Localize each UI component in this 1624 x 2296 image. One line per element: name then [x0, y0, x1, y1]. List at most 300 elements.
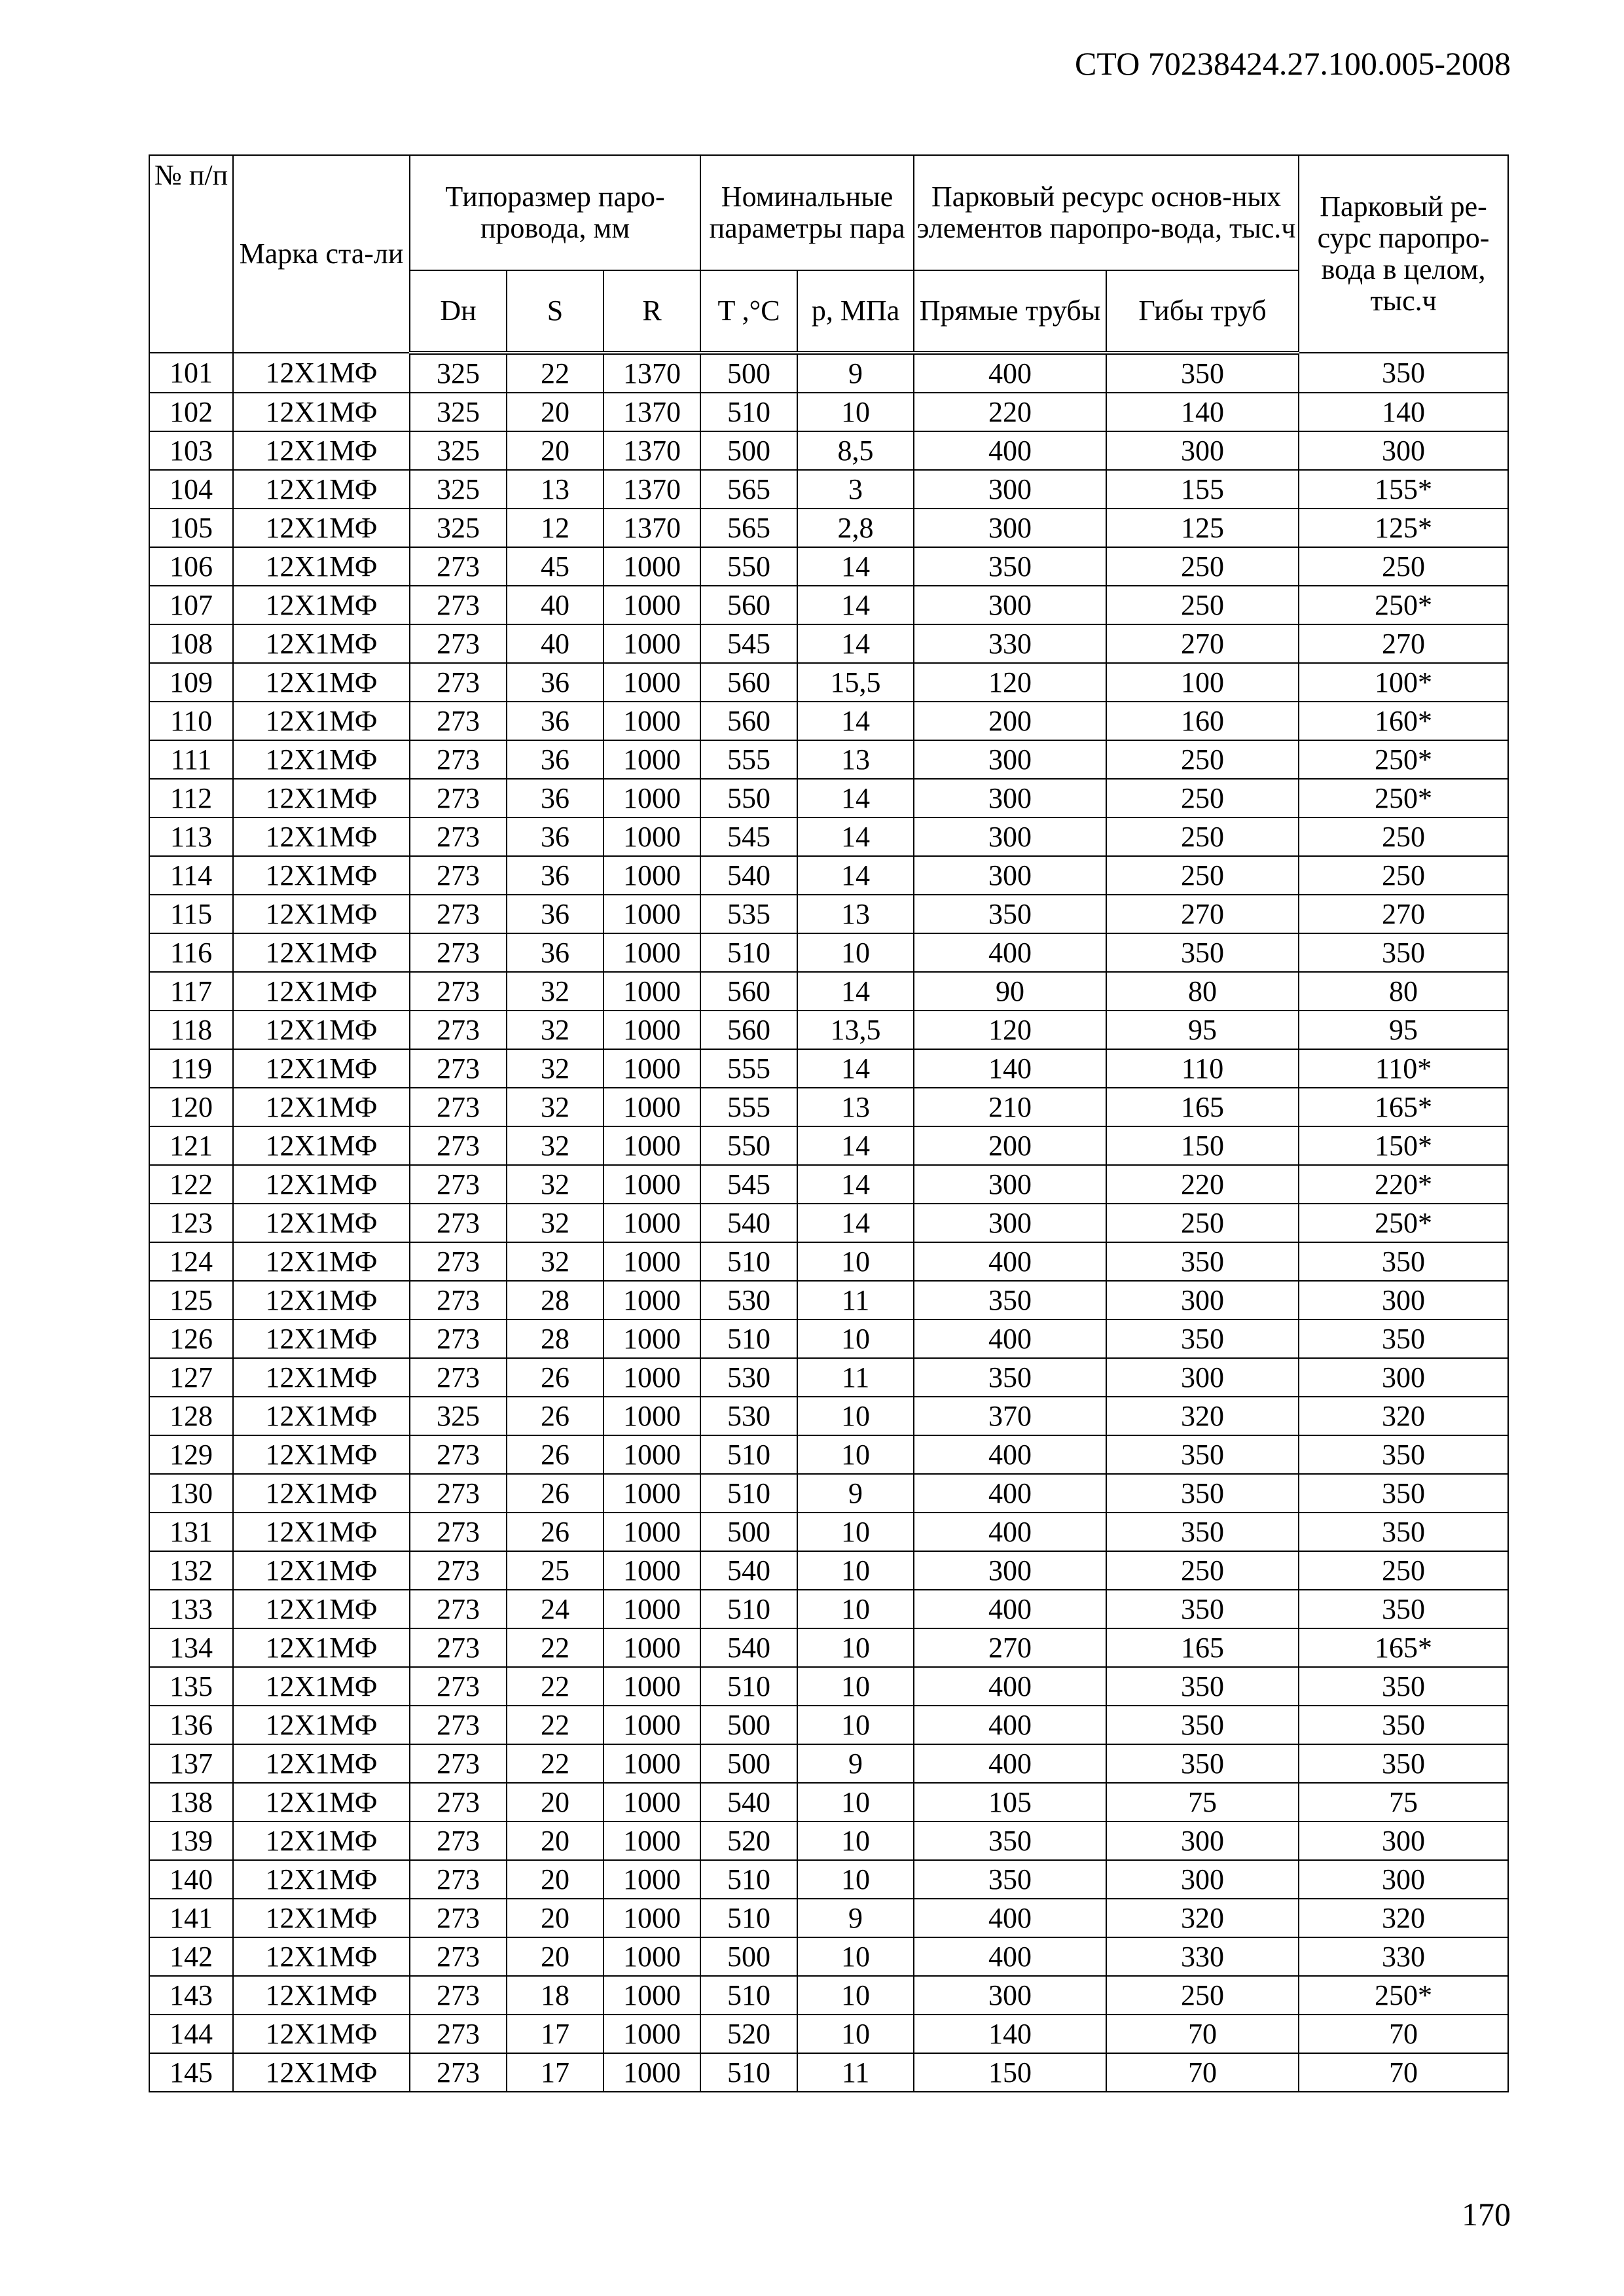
pipe-bends-resource-cell: 125	[1106, 509, 1299, 547]
temperature-cell: 555	[700, 1049, 797, 1088]
wall-thickness-cell: 32	[507, 1088, 604, 1126]
total-resource-cell: 250*	[1299, 1976, 1508, 2015]
pressure-cell: 14	[797, 1204, 914, 1242]
row-number-cell: 113	[149, 817, 233, 856]
table-body	[149, 353, 1508, 2092]
total-resource-cell: 300	[1299, 1860, 1508, 1899]
steel-grade-cell: 12Х1МФ	[233, 1319, 410, 1358]
straight-pipes-resource-cell: 350	[914, 1281, 1106, 1319]
temperature-cell: 520	[700, 1821, 797, 1860]
wall-thickness-cell: 32	[507, 1049, 604, 1088]
pressure-cell: 15,5	[797, 663, 914, 702]
outer-diameter-cell: 273	[410, 856, 507, 895]
steel-grade-cell: 12Х1МФ	[233, 1937, 410, 1976]
table-row	[149, 1937, 1508, 1976]
pressure-cell: 2,8	[797, 509, 914, 547]
straight-pipes-resource-cell: 140	[914, 2015, 1106, 2053]
pressure-cell: 14	[797, 1126, 914, 1165]
bend-radius-cell: 1000	[604, 895, 700, 933]
bend-radius-cell: 1000	[604, 1474, 700, 1513]
steel-grade-cell: 12Х1МФ	[233, 1204, 410, 1242]
table-row	[149, 1474, 1508, 1513]
pressure-cell: 11	[797, 1358, 914, 1397]
temperature-cell: 540	[700, 1204, 797, 1242]
wall-thickness-cell: 26	[507, 1513, 604, 1551]
steel-grade-cell: 12Х1МФ	[233, 1628, 410, 1667]
total-resource-cell: 100*	[1299, 663, 1508, 702]
total-resource-cell: 300	[1299, 1358, 1508, 1397]
bend-radius-cell: 1370	[604, 431, 700, 470]
outer-diameter-cell: 273	[410, 1435, 507, 1474]
row-number-cell: 126	[149, 1319, 233, 1358]
straight-pipes-resource-cell: 300	[914, 509, 1106, 547]
outer-diameter-cell: 273	[410, 1628, 507, 1667]
pipe-bends-resource-cell: 110	[1106, 1049, 1299, 1088]
bend-radius-cell: 1000	[604, 1088, 700, 1126]
table-row	[149, 1513, 1508, 1551]
pipe-bends-resource-cell: 350	[1106, 1590, 1299, 1628]
bend-radius-cell: 1000	[604, 2015, 700, 2053]
table-row	[149, 972, 1508, 1011]
total-resource-cell: 350	[1299, 1590, 1508, 1628]
steel-grade-cell: 12Х1МФ	[233, 1899, 410, 1937]
total-resource-cell: 350	[1299, 1667, 1508, 1706]
total-resource-cell: 250	[1299, 1551, 1508, 1590]
temperature-cell: 520	[700, 2015, 797, 2053]
pipe-bends-resource-cell: 350	[1106, 1513, 1299, 1551]
outer-diameter-cell: 273	[410, 895, 507, 933]
pipe-bends-resource-cell: 165	[1106, 1628, 1299, 1667]
row-number-cell: 101	[149, 353, 233, 393]
outer-diameter-cell: 273	[410, 624, 507, 663]
temperature-cell: 500	[700, 1744, 797, 1783]
table-row	[149, 509, 1508, 547]
temperature-cell: 540	[700, 1783, 797, 1821]
header-element-resource-group: Парковый ресурс основ-ных элементов паропро-вода, тыс.ч	[914, 155, 1299, 270]
table-row	[149, 1011, 1508, 1049]
steel-grade-cell: 12Х1МФ	[233, 547, 410, 586]
pressure-cell: 9	[797, 1744, 914, 1783]
outer-diameter-cell: 273	[410, 1821, 507, 1860]
table-row	[149, 1706, 1508, 1744]
wall-thickness-cell: 22	[507, 1628, 604, 1667]
header-temperature: T ,°C	[700, 270, 797, 353]
straight-pipes-resource-cell: 300	[914, 1976, 1106, 2015]
total-resource-cell: 300	[1299, 1821, 1508, 1860]
temperature-cell: 550	[700, 547, 797, 586]
temperature-cell: 530	[700, 1281, 797, 1319]
pressure-cell: 10	[797, 393, 914, 431]
steel-grade-cell: 12Х1МФ	[233, 431, 410, 470]
table-row	[149, 353, 1508, 393]
pipe-bends-resource-cell: 350	[1106, 1319, 1299, 1358]
pipe-bends-resource-cell: 320	[1106, 1397, 1299, 1435]
pressure-cell: 10	[797, 1319, 914, 1358]
straight-pipes-resource-cell: 400	[914, 1744, 1106, 1783]
temperature-cell: 540	[700, 1628, 797, 1667]
steel-grade-cell: 12Х1МФ	[233, 933, 410, 972]
outer-diameter-cell: 273	[410, 1049, 507, 1088]
pipe-bends-resource-cell: 250	[1106, 817, 1299, 856]
straight-pipes-resource-cell: 300	[914, 1551, 1106, 1590]
bend-radius-cell: 1000	[604, 740, 700, 779]
outer-diameter-cell: 273	[410, 1242, 507, 1281]
outer-diameter-cell: 273	[410, 972, 507, 1011]
temperature-cell: 510	[700, 933, 797, 972]
pipe-bends-resource-cell: 300	[1106, 431, 1299, 470]
outer-diameter-cell: 273	[410, 586, 507, 624]
total-resource-cell: 330	[1299, 1937, 1508, 1976]
steam-pipeline-resource-table	[149, 154, 1509, 2092]
row-number-cell: 120	[149, 1088, 233, 1126]
total-resource-cell: 350	[1299, 1474, 1508, 1513]
header-row-number: № п/п	[149, 155, 233, 353]
header-straight-pipes: Прямые трубы	[914, 270, 1106, 353]
straight-pipes-resource-cell: 200	[914, 702, 1106, 740]
straight-pipes-resource-cell: 210	[914, 1088, 1106, 1126]
straight-pipes-resource-cell: 400	[914, 1242, 1106, 1281]
pressure-cell: 10	[797, 1783, 914, 1821]
bend-radius-cell: 1000	[604, 933, 700, 972]
table-row	[149, 1899, 1508, 1937]
pressure-cell: 9	[797, 353, 914, 393]
outer-diameter-cell: 273	[410, 1474, 507, 1513]
outer-diameter-cell: 273	[410, 1937, 507, 1976]
table-row	[149, 1204, 1508, 1242]
bend-radius-cell: 1000	[604, 1706, 700, 1744]
total-resource-cell: 165*	[1299, 1088, 1508, 1126]
total-resource-cell: 350	[1299, 1513, 1508, 1551]
temperature-cell: 500	[700, 1513, 797, 1551]
steel-grade-cell: 12Х1МФ	[233, 393, 410, 431]
table-row	[149, 2015, 1508, 2053]
table-row	[149, 779, 1508, 817]
temperature-cell: 545	[700, 624, 797, 663]
temperature-cell: 545	[700, 1165, 797, 1204]
pipe-bends-resource-cell: 155	[1106, 470, 1299, 509]
row-number-cell: 138	[149, 1783, 233, 1821]
row-number-cell: 135	[149, 1667, 233, 1706]
temperature-cell: 510	[700, 1860, 797, 1899]
row-number-cell: 116	[149, 933, 233, 972]
pipe-bends-resource-cell: 95	[1106, 1011, 1299, 1049]
steel-grade-cell: 12Х1МФ	[233, 586, 410, 624]
wall-thickness-cell: 20	[507, 1783, 604, 1821]
pressure-cell: 10	[797, 1435, 914, 1474]
header-bend-radius: R	[604, 270, 700, 353]
wall-thickness-cell: 32	[507, 1204, 604, 1242]
outer-diameter-cell: 273	[410, 1667, 507, 1706]
steel-grade-cell: 12Х1МФ	[233, 702, 410, 740]
bend-radius-cell: 1000	[604, 663, 700, 702]
pressure-cell: 14	[797, 702, 914, 740]
bend-radius-cell: 1000	[604, 1358, 700, 1397]
row-number-cell: 136	[149, 1706, 233, 1744]
bend-radius-cell: 1000	[604, 1551, 700, 1590]
steel-grade-cell: 12Х1МФ	[233, 740, 410, 779]
steel-grade-cell: 12Х1МФ	[233, 1821, 410, 1860]
wall-thickness-cell: 20	[507, 1937, 604, 1976]
header-total-resource: Парковый ре-сурс паропро-вода в целом, тыс.ч	[1299, 155, 1508, 353]
bend-radius-cell: 1000	[604, 1783, 700, 1821]
steel-grade-cell: 12Х1МФ	[233, 1397, 410, 1435]
straight-pipes-resource-cell: 400	[914, 1937, 1106, 1976]
row-number-cell: 143	[149, 1976, 233, 2015]
outer-diameter-cell: 273	[410, 1319, 507, 1358]
wall-thickness-cell: 32	[507, 1165, 604, 1204]
wall-thickness-cell: 17	[507, 2015, 604, 2053]
steel-grade-cell: 12Х1МФ	[233, 1783, 410, 1821]
temperature-cell: 510	[700, 1474, 797, 1513]
steel-grade-cell: 12Х1МФ	[233, 353, 410, 393]
pressure-cell: 10	[797, 1397, 914, 1435]
wall-thickness-cell: 28	[507, 1281, 604, 1319]
outer-diameter-cell: 273	[410, 663, 507, 702]
straight-pipes-resource-cell: 400	[914, 1706, 1106, 1744]
straight-pipes-resource-cell: 300	[914, 1204, 1106, 1242]
row-number-cell: 127	[149, 1358, 233, 1397]
pressure-cell: 10	[797, 1976, 914, 2015]
row-number-cell: 122	[149, 1165, 233, 1204]
outer-diameter-cell: 273	[410, 1513, 507, 1551]
pipe-bends-resource-cell: 330	[1106, 1937, 1299, 1976]
pipe-bends-resource-cell: 350	[1106, 933, 1299, 972]
table-row	[149, 2053, 1508, 2092]
wall-thickness-cell: 36	[507, 895, 604, 933]
pressure-cell: 10	[797, 1937, 914, 1976]
temperature-cell: 510	[700, 1590, 797, 1628]
pipe-bends-resource-cell: 250	[1106, 1204, 1299, 1242]
pipe-bends-resource-cell: 250	[1106, 547, 1299, 586]
total-resource-cell: 250*	[1299, 1204, 1508, 1242]
row-number-cell: 145	[149, 2053, 233, 2092]
total-resource-cell: 250*	[1299, 586, 1508, 624]
pressure-cell: 14	[797, 1165, 914, 1204]
wall-thickness-cell: 32	[507, 1242, 604, 1281]
pipe-bends-resource-cell: 250	[1106, 779, 1299, 817]
table-row	[149, 393, 1508, 431]
straight-pipes-resource-cell: 400	[914, 353, 1106, 393]
pressure-cell: 10	[797, 933, 914, 972]
steel-grade-cell: 12Х1МФ	[233, 895, 410, 933]
table-row	[149, 817, 1508, 856]
straight-pipes-resource-cell: 90	[914, 972, 1106, 1011]
outer-diameter-cell: 273	[410, 1899, 507, 1937]
bend-radius-cell: 1000	[604, 1976, 700, 2015]
pressure-cell: 8,5	[797, 431, 914, 470]
bend-radius-cell: 1000	[604, 1126, 700, 1165]
pressure-cell: 14	[797, 624, 914, 663]
wall-thickness-cell: 36	[507, 663, 604, 702]
wall-thickness-cell: 36	[507, 856, 604, 895]
pressure-cell: 14	[797, 586, 914, 624]
wall-thickness-cell: 26	[507, 1474, 604, 1513]
total-resource-cell: 350	[1299, 1242, 1508, 1281]
pipe-bends-resource-cell: 140	[1106, 393, 1299, 431]
temperature-cell: 510	[700, 1667, 797, 1706]
table-row	[149, 586, 1508, 624]
total-resource-cell: 300	[1299, 1281, 1508, 1319]
table-row	[149, 1590, 1508, 1628]
pipe-bends-resource-cell: 300	[1106, 1358, 1299, 1397]
row-number-cell: 118	[149, 1011, 233, 1049]
straight-pipes-resource-cell: 350	[914, 1821, 1106, 1860]
bend-radius-cell: 1000	[604, 1744, 700, 1783]
row-number-cell: 124	[149, 1242, 233, 1281]
wall-thickness-cell: 18	[507, 1976, 604, 2015]
row-number-cell: 117	[149, 972, 233, 1011]
pressure-cell: 14	[797, 1049, 914, 1088]
straight-pipes-resource-cell: 105	[914, 1783, 1106, 1821]
row-number-cell: 131	[149, 1513, 233, 1551]
straight-pipes-resource-cell: 400	[914, 1474, 1106, 1513]
outer-diameter-cell: 273	[410, 1744, 507, 1783]
temperature-cell: 560	[700, 972, 797, 1011]
steel-grade-cell: 12Х1МФ	[233, 1513, 410, 1551]
table-row	[149, 1358, 1508, 1397]
pipe-bends-resource-cell: 350	[1106, 1667, 1299, 1706]
straight-pipes-resource-cell: 300	[914, 779, 1106, 817]
wall-thickness-cell: 12	[507, 509, 604, 547]
straight-pipes-resource-cell: 350	[914, 547, 1106, 586]
bend-radius-cell: 1000	[604, 817, 700, 856]
bend-radius-cell: 1000	[604, 972, 700, 1011]
wall-thickness-cell: 22	[507, 1706, 604, 1744]
pipe-bends-resource-cell: 80	[1106, 972, 1299, 1011]
table-row	[149, 1667, 1508, 1706]
straight-pipes-resource-cell: 400	[914, 1590, 1106, 1628]
straight-pipes-resource-cell: 300	[914, 817, 1106, 856]
outer-diameter-cell: 273	[410, 817, 507, 856]
row-number-cell: 134	[149, 1628, 233, 1667]
temperature-cell: 540	[700, 856, 797, 895]
pipe-bends-resource-cell: 300	[1106, 1821, 1299, 1860]
table-row	[149, 1551, 1508, 1590]
table-row	[149, 1783, 1508, 1821]
straight-pipes-resource-cell: 270	[914, 1628, 1106, 1667]
total-resource-cell: 350	[1299, 1435, 1508, 1474]
temperature-cell: 545	[700, 817, 797, 856]
total-resource-cell: 125*	[1299, 509, 1508, 547]
outer-diameter-cell: 325	[410, 393, 507, 431]
bend-radius-cell: 1000	[604, 1319, 700, 1358]
steel-grade-cell: 12Х1МФ	[233, 1474, 410, 1513]
bend-radius-cell: 1000	[604, 1899, 700, 1937]
row-number-cell: 112	[149, 779, 233, 817]
outer-diameter-cell: 273	[410, 1165, 507, 1204]
total-resource-cell: 110*	[1299, 1049, 1508, 1088]
straight-pipes-resource-cell: 300	[914, 740, 1106, 779]
bend-radius-cell: 1000	[604, 1281, 700, 1319]
total-resource-cell: 250	[1299, 817, 1508, 856]
straight-pipes-resource-cell: 140	[914, 1049, 1106, 1088]
wall-thickness-cell: 17	[507, 2053, 604, 2092]
bend-radius-cell: 1000	[604, 2053, 700, 2092]
temperature-cell: 510	[700, 2053, 797, 2092]
pipe-bends-resource-cell: 70	[1106, 2015, 1299, 2053]
pipe-bends-resource-cell: 100	[1106, 663, 1299, 702]
bend-radius-cell: 1000	[604, 1513, 700, 1551]
wall-thickness-cell: 32	[507, 1126, 604, 1165]
wall-thickness-cell: 25	[507, 1551, 604, 1590]
outer-diameter-cell: 273	[410, 1358, 507, 1397]
outer-diameter-cell: 273	[410, 2053, 507, 2092]
pressure-cell: 10	[797, 1706, 914, 1744]
pipe-bends-resource-cell: 350	[1106, 1474, 1299, 1513]
outer-diameter-cell: 273	[410, 1126, 507, 1165]
outer-diameter-cell: 325	[410, 353, 507, 393]
temperature-cell: 555	[700, 1088, 797, 1126]
total-resource-cell: 350	[1299, 1319, 1508, 1358]
steel-grade-cell: 12Х1МФ	[233, 1744, 410, 1783]
outer-diameter-cell: 273	[410, 1088, 507, 1126]
row-number-cell: 121	[149, 1126, 233, 1165]
pipe-bends-resource-cell: 250	[1106, 856, 1299, 895]
pressure-cell: 13	[797, 740, 914, 779]
outer-diameter-cell: 273	[410, 547, 507, 586]
outer-diameter-cell: 273	[410, 1706, 507, 1744]
temperature-cell: 510	[700, 1435, 797, 1474]
straight-pipes-resource-cell: 300	[914, 1165, 1106, 1204]
pressure-cell: 13,5	[797, 1011, 914, 1049]
pressure-cell: 10	[797, 1551, 914, 1590]
row-number-cell: 105	[149, 509, 233, 547]
temperature-cell: 555	[700, 740, 797, 779]
outer-diameter-cell: 325	[410, 470, 507, 509]
table-row	[149, 702, 1508, 740]
bend-radius-cell: 1370	[604, 470, 700, 509]
row-number-cell: 129	[149, 1435, 233, 1474]
row-number-cell: 104	[149, 470, 233, 509]
steel-grade-cell: 12Х1МФ	[233, 1435, 410, 1474]
total-resource-cell: 270	[1299, 895, 1508, 933]
total-resource-cell: 80	[1299, 972, 1508, 1011]
straight-pipes-resource-cell: 400	[914, 431, 1106, 470]
temperature-cell: 500	[700, 1706, 797, 1744]
steel-grade-cell: 12Х1МФ	[233, 1667, 410, 1706]
pressure-cell: 14	[797, 972, 914, 1011]
outer-diameter-cell: 325	[410, 1397, 507, 1435]
total-resource-cell: 350	[1299, 1744, 1508, 1783]
table-row	[149, 1049, 1508, 1088]
wall-thickness-cell: 40	[507, 624, 604, 663]
total-resource-cell: 270	[1299, 624, 1508, 663]
temperature-cell: 530	[700, 1358, 797, 1397]
outer-diameter-cell: 273	[410, 1590, 507, 1628]
row-number-cell: 141	[149, 1899, 233, 1937]
pipe-bends-resource-cell: 300	[1106, 1281, 1299, 1319]
steel-grade-cell: 12Х1МФ	[233, 663, 410, 702]
outer-diameter-cell: 273	[410, 740, 507, 779]
wall-thickness-cell: 13	[507, 470, 604, 509]
total-resource-cell: 320	[1299, 1397, 1508, 1435]
outer-diameter-cell: 273	[410, 779, 507, 817]
page-number: 170	[1462, 2196, 1511, 2233]
total-resource-cell: 160*	[1299, 702, 1508, 740]
wall-thickness-cell: 22	[507, 353, 604, 393]
pressure-cell: 9	[797, 1899, 914, 1937]
wall-thickness-cell: 36	[507, 740, 604, 779]
steel-grade-cell: 12Х1МФ	[233, 1860, 410, 1899]
steel-grade-cell: 12Х1МФ	[233, 470, 410, 509]
steel-grade-cell: 12Х1МФ	[233, 1011, 410, 1049]
steel-grade-cell: 12Х1МФ	[233, 1358, 410, 1397]
table-row	[149, 1435, 1508, 1474]
straight-pipes-resource-cell: 400	[914, 1319, 1106, 1358]
total-resource-cell: 165*	[1299, 1628, 1508, 1667]
pressure-cell: 9	[797, 1474, 914, 1513]
steel-grade-cell: 12Х1МФ	[233, 1976, 410, 2015]
